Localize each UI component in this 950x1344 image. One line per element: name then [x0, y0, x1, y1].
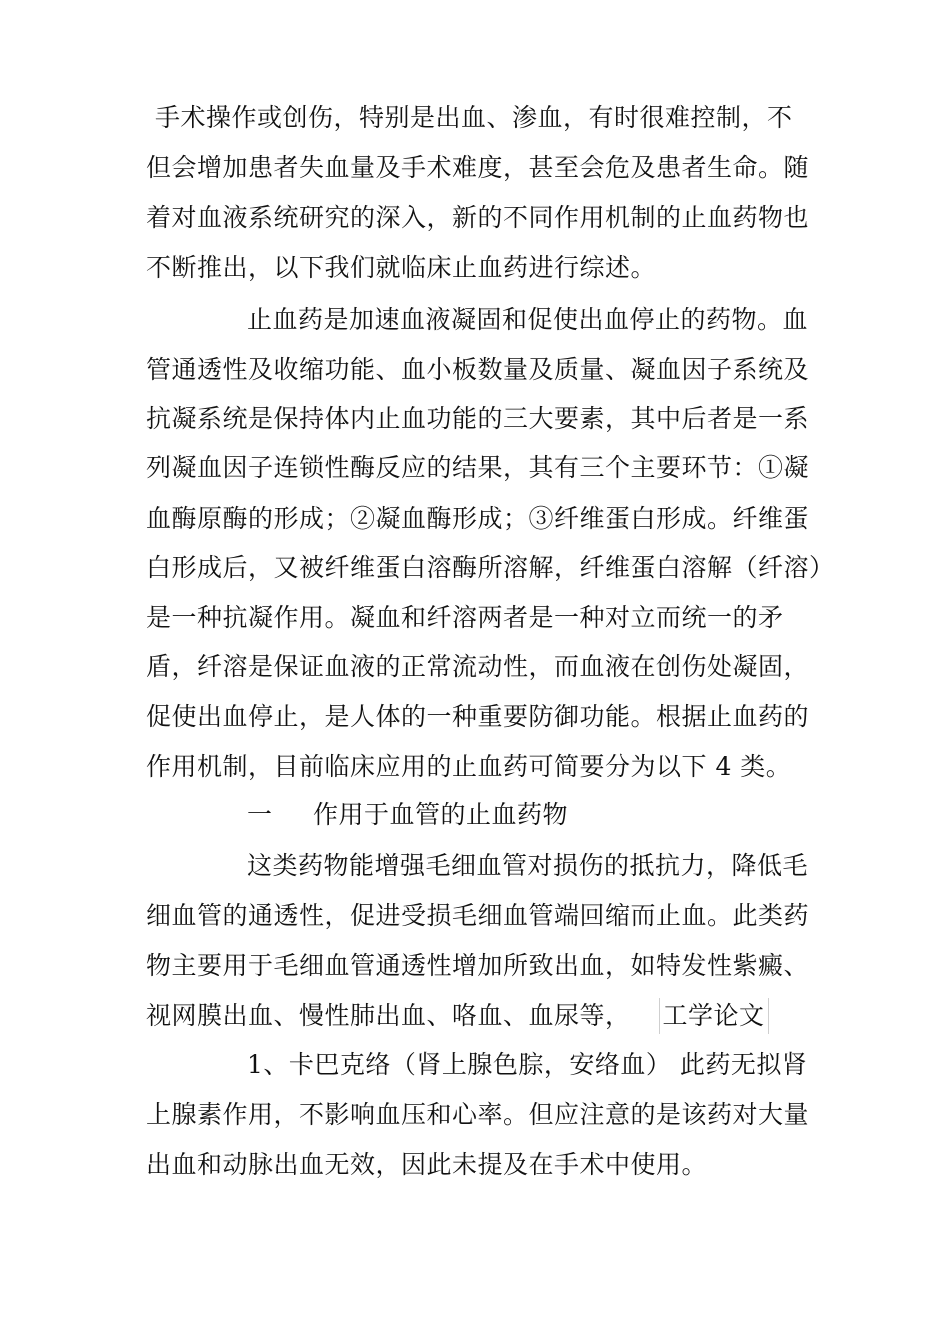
- text-line: 管通透性及收缩功能、血小板数量及质量、凝血因子系统及: [146, 355, 810, 384]
- text-line: 着对血液系统研究的深入，新的不同作用机制的止血药物也: [146, 203, 810, 232]
- text-line: 上腺素作用，不影响血压和心率。但应注意的是该药对大量: [146, 1100, 810, 1129]
- text-line: 是一种抗凝作用。凝血和纤溶两者是一种对立而统一的矛: [146, 603, 784, 632]
- text-line-with-box: [146, 998, 769, 1034]
- text-line: 盾，纤溶是保证血液的正常流动性，而血液在创伤处凝固，: [146, 652, 810, 681]
- text-line: 不断推出，以下我们就临床止血药进行综述。: [146, 253, 657, 282]
- text-segment: 视网膜出血、慢性肺出血、咯血、血尿等，: [146, 1001, 631, 1030]
- text-line: 1、卡巴克络（肾上腺色腙，安络血） 此药无拟肾: [247, 1050, 808, 1079]
- text-line: 这类药物能增强毛细血管对损伤的抵抗力，降低毛: [247, 851, 809, 880]
- text-line: 列凝血因子连锁性酶反应的结果，其有三个主要环节：①凝: [146, 453, 810, 482]
- text-line: 作用机制，目前临床应用的止血药可简要分为以下 4 类。: [146, 752, 792, 781]
- text-line: 出血和动脉出血无效，因此未提及在手术中使用。: [146, 1150, 708, 1179]
- text-line: 手术操作或创伤，特别是出血、渗血，有时很难控制，不: [155, 103, 793, 132]
- heading-title: 作用于血管的止血药物: [313, 800, 569, 829]
- boxed-text: 工学论文: [659, 998, 769, 1034]
- section-heading: [247, 800, 568, 830]
- text-line: 抗凝系统是保持体内止血功能的三大要素，其中后者是一系: [146, 404, 810, 433]
- text-line: 促使出血停止，是人体的一种重要防御功能。根据止血药的: [146, 702, 810, 731]
- text-line: 物主要用于毛细血管通透性增加所致出血，如特发性紫癜、: [146, 951, 810, 980]
- text-line: 白形成后，又被纤维蛋白溶酶所溶解，纤维蛋白溶解（纤溶）: [146, 553, 835, 582]
- text-line: 但会增加患者失血量及手术难度，甚至会危及患者生命。随: [146, 153, 810, 182]
- text-line: 血酶原酶的形成；②凝血酶形成；③纤维蛋白形成。纤维蛋: [146, 504, 810, 533]
- heading-number: 一: [247, 800, 273, 829]
- text-line: 细血管的通透性，促进受损毛细血管端回缩而止血。此类药: [146, 901, 810, 930]
- text-line: 止血药是加速血液凝固和促使出血停止的药物。血: [247, 305, 809, 334]
